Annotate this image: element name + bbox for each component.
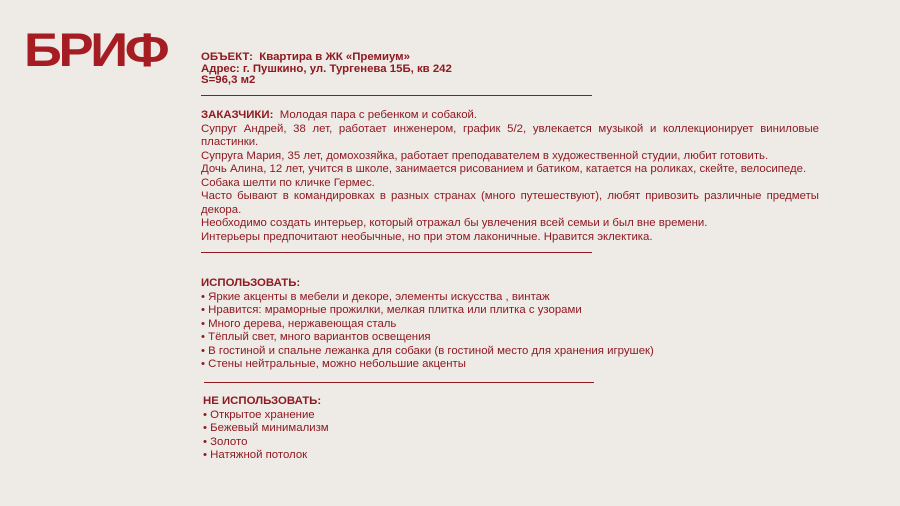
dont-use-item: • Бежевый минимализм [203,422,329,434]
clients-label: ЗАКАЗЧИКИ: [201,109,274,121]
dont-use-section [203,395,329,463]
brief-logo: БРИФ [24,23,167,76]
use-item: • Много дерева, нержавеющая сталь [201,317,397,330]
clients-line: Необходимо создать интерьер, который отражал бы увлечения всей семьи и был вне времени. [201,217,708,229]
clients-line: Собака шелти по кличке Гермес. [201,176,375,189]
object-address: Адрес: г. Пушкино, ул. Тургенева 15Б, кв 242 [201,62,452,75]
object-value: Квартира в ЖК «Премиум» [259,51,410,63]
clients-line: Супруг Андрей, 38 лет, работает инженером, график 5/2, увлекается музыкой и коллекционирует виниловые пластинки. [201,122,819,148]
clients-intro: Молодая пара с ребенком и собакой. [279,109,478,121]
divider-1 [201,95,592,96]
divider-3 [204,382,594,383]
clients-line: Часто бывают в командировках в разных странах (много путешествуют), любят привозить различные предметы декора. [201,190,819,216]
object-section [201,52,452,87]
dont-use-item: • Золото [203,435,248,448]
use-item: • Яркие акценты в мебели и декоре, элементы искусства , винтаж [201,290,550,303]
clients-intro-line [201,109,819,123]
object-label: ОБЪЕКТ: [201,51,253,63]
use-section [201,277,654,372]
object-area: S=96,3 м2 [201,74,256,86]
use-title: ИСПОЛЬЗОВАТЬ: [201,277,301,289]
use-item: • В гостиной и спальне лежанка для собаки (в гостиной место для хранения игрушек) [201,344,654,357]
clients-section [201,109,819,244]
clients-line: Супруга Мария, 35 лет, домохозяйка, работает преподавателем в художественной студии, любит готовить. [201,149,769,162]
dont-use-item: • Натяжной потолок [203,449,308,461]
use-item: • Стены нейтральные, можно небольшие акценты [201,358,466,370]
use-item: • Тёплый свет, много вариантов освещения [201,331,431,343]
clients-line: Интерьеры предпочитают необычные, но при этом лаконичные. Нравится эклектика. [201,230,653,243]
divider-2 [201,252,592,253]
dont-use-item: • Открытое хранение [203,408,315,421]
dont-use-title: НЕ ИСПОЛЬЗОВАТЬ: [203,395,322,407]
clients-line: Дочь Алина, 12 лет, учится в школе, занимается рисованием и батиком, катается на роликах, скейте, велосипеде. [201,163,807,175]
object-line [201,52,452,64]
use-item: • Нравится: мраморные прожилки, мелкая плитка или плитка с узорами [201,304,582,316]
